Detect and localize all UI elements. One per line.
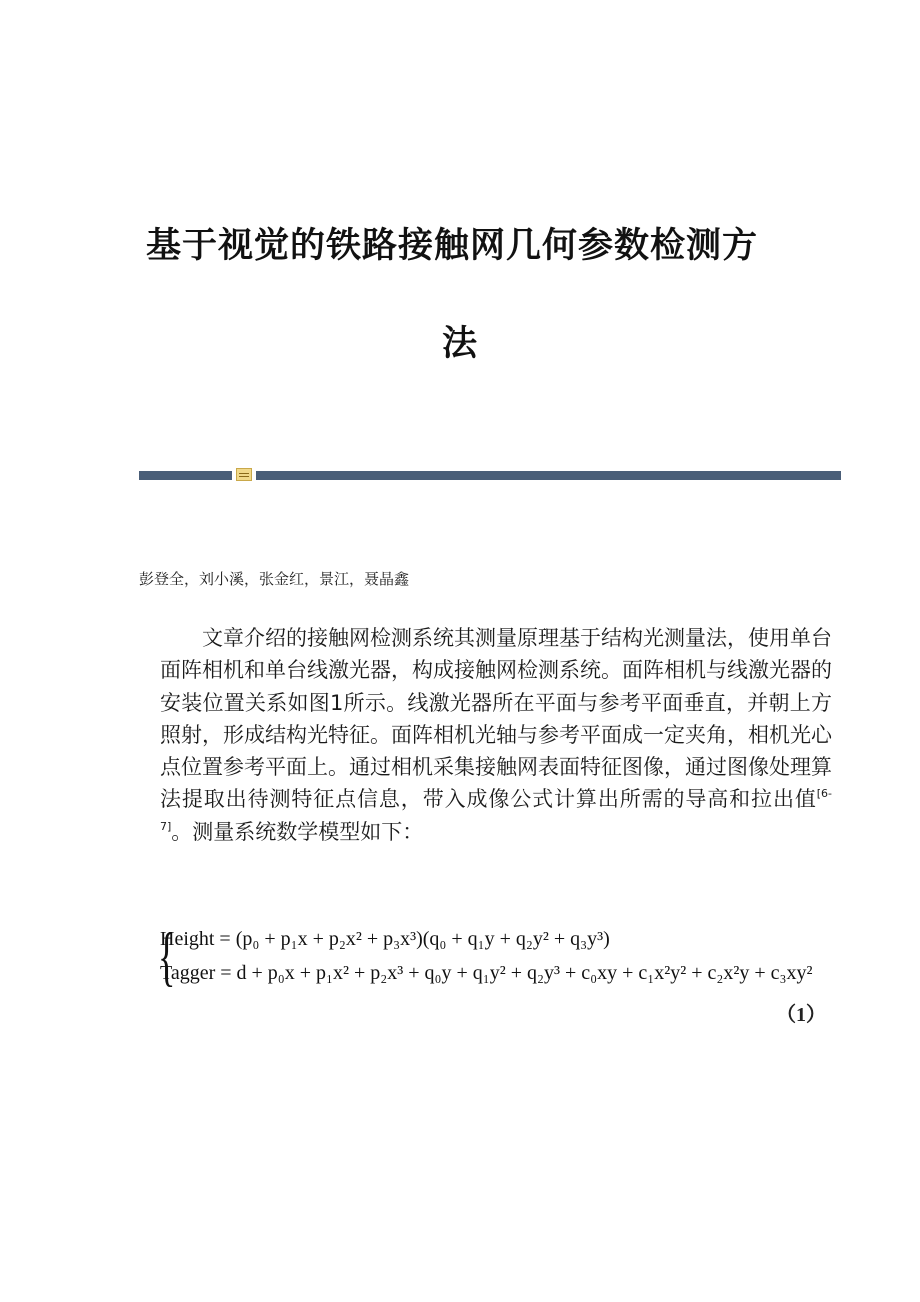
paper-title-line-2: 法 (441, 324, 478, 364)
equation-number: （1） (776, 1004, 826, 1026)
author-list: 彭登全，刘小溪，张金红，景江，聂晶鑫 (139, 570, 410, 588)
formula-brace: { (158, 920, 176, 993)
abstract-paragraph (160, 622, 832, 848)
divider-right (256, 471, 841, 480)
paper-title-line-1: 基于视觉的铁路接触网几何参数检测方 (145, 226, 758, 266)
formula-height: Height = (p₀ + p₁x + p₂x² + p₃x³)(q₀ + q₁y + q₂y² + q₃y³) (160, 928, 610, 950)
abstract-text: 文章介绍的接触网检测系统其测量原理基于结构光测量法，使用单台面阵相机和单台线激光器，构成接触网检测系统。面阵相机与线激光器的安装位置关系如图1所示。线激光器所在平面与参考平面垂直，并朝上方照射，形成结构光特征。面阵相机光轴与参考平面成一定夹角，相机光心点位置参考平面上。通过相机采集接触网表面特征图像，通过图像处理算法提取出待测特征点信息，带入成像公式计算出所需的导高和拉出值 (160, 626, 832, 812)
divider-ornament-icon (236, 468, 252, 481)
citation: [6-7] (160, 787, 832, 833)
divider-left (139, 471, 232, 480)
abstract-tail: 。测量系统数学模型如下： (171, 819, 424, 844)
formula-tagger: Tagger = d + p₀x + p₁x² + p₂x³ + q₀y + q₁y² + q₂y³ + c₀xy + c₁x²y² + c₂x²y + c₃xy² (160, 962, 813, 984)
